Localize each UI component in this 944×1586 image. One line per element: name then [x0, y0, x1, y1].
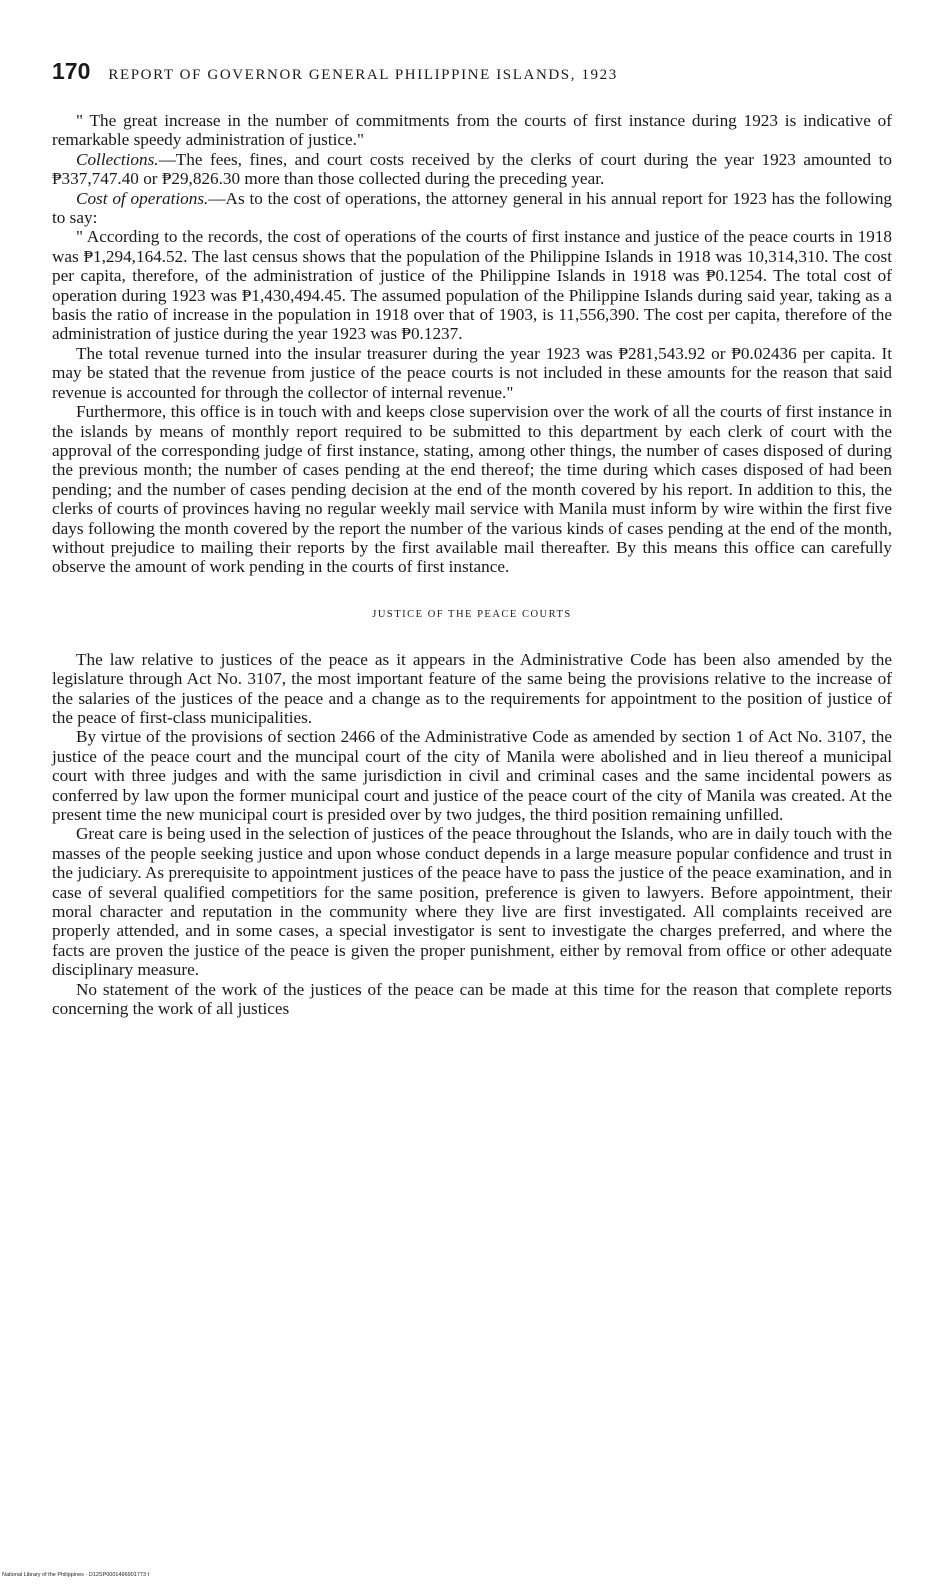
page-number: 170 [52, 58, 91, 84]
paragraph-collections [52, 150, 892, 189]
paragraph-commitments: " The great increase in the number of commitments from the courts of first instance during 1923 is indicative of remarkable speedy administration of justice." [52, 111, 892, 150]
paragraph-revenue: The total revenue turned into the insular treasurer during the year 1923 was ₱281,543.92 or ₱0.02436 per capita. It may be stated that the revenue from justice of the peace courts is not included in these amounts for the reason that said revenue is accounted for through the collector of internal revenue." [52, 343, 892, 402]
paragraph-section-2466: By virtue of the provisions of section 2466 of the Administrative Code as amended by section 1 of Act No. 3107, the justice of the peace court and the muncipal court of the city of Manila were abolished and in lieu thereof a municipal court with three judges and with the same jurisdiction in civil and criminal cases and the same incidental powers as conferred by law upon the former municipal court and justice of the peace court of the city of Manila was created. At the present time the new municipal court is presided over by two judges, the third position remaining unfilled. [52, 727, 892, 824]
library-stamp: National Library of the Philippines · D12SP0001496901773 t [2, 1572, 150, 1578]
document-page [52, 58, 892, 1018]
paragraph-no-statement: No statement of the work of the justices of the peace can be made at this time for the reason that complete reports concerning the work of all justices [52, 979, 892, 1019]
running-head [52, 58, 892, 85]
section-heading-justice-of-the-peace: JUSTICE OF THE PEACE COURTS [372, 608, 572, 620]
collections-body: —The fees, fines, and court costs received by the clerks of court during the year 1923 amounted to ₱337,747.40 or ₱29,826.30 more than those collected during the preceding year. [52, 149, 892, 189]
cost-heading: Cost of operations. [76, 188, 209, 208]
collections-heading: Collections. [76, 149, 159, 169]
paragraph-cost-of-operations [52, 189, 892, 228]
running-title: REPORT OF GOVERNOR GENERAL PHILIPPINE ISLANDS, 1923 [108, 67, 618, 83]
paragraph-supervision: Furthermore, this office is in touch with and keeps close supervision over the work of all the courts of first instance in the islands by means of monthly report required to be submitted to this department by each clerk of court with the approval of the corresponding judge of first instance, stating, among other things, the number of cases disposed of during the previous month; the number of cases pending at the end thereof; the time during which cases disposed of had been pending; and the number of cases pending decision at the end of the month covered by his report. In addition to this, the clerks of courts of provinces having no regular weekly mail service with Manila must inform by wire within the first five days following the month covered by the report the number of the various kinds of cases pending at the end of the month, without prejudice to mailing their reports by the first available mail thereafter. By this means this office can carefully observe the amount of work pending in the courts of first instance. [52, 402, 892, 577]
paragraph-records-quote: " According to the records, the cost of operations of the courts of first instance and justice of the peace courts in 1918 was ₱1,294,164.52. The last census shows that the population of the Philippine Islands in 1918 was 10,314,310. The cost per capita, therefore, of the administration of justice of the Philippine Islands in 1918 was ₱0.1254. The total cost of operation during 1923 was ₱1,430,494.45. The assumed population of the Philippine Islands during said year, taking as a basis the ratio of increase in the population in 1918 over that of 1903, is 11,556,390. The cost per capita, therefore of the administration of justice during the year 1923 was ₱0.1237. [52, 227, 892, 344]
paragraph-selection-of-justices: Great care is being used in the selection of justices of the peace throughout the Islands, who are in daily touch with the masses of the people seeking justice and upon whose conduct depends in a large measure popular confidence and trust in the judiciary. As prerequisite to appointment justices of the peace have to pass the justice of the peace examination, and in case of several qualified competitiors for the same position, preference is given to lawyers. Before appointment, their moral character and reputation in the community where they live are first investigated. All complaints received are properly attended, and in some cases, a special investigator is sent to investigate the charges preferred, and where the facts are proven the justice of the peace is given the proper punishment, either by removal from office or other adequate disciplinary measure. [52, 824, 892, 980]
cost-body: —As to the cost of operations, the attorney general in his annual report for 1923 has the following to say: [52, 188, 893, 228]
paragraph-act-3107: The law relative to justices of the peace as it appears in the Administrative Code has been also amended by the legislature through Act No. 3107, the most important feature of the same being the provisions relative to the increase of the salaries of the justices of the peace and a change as to the requirements for appointment to the position of justice of the peace of first-class municipalities. [52, 649, 892, 727]
